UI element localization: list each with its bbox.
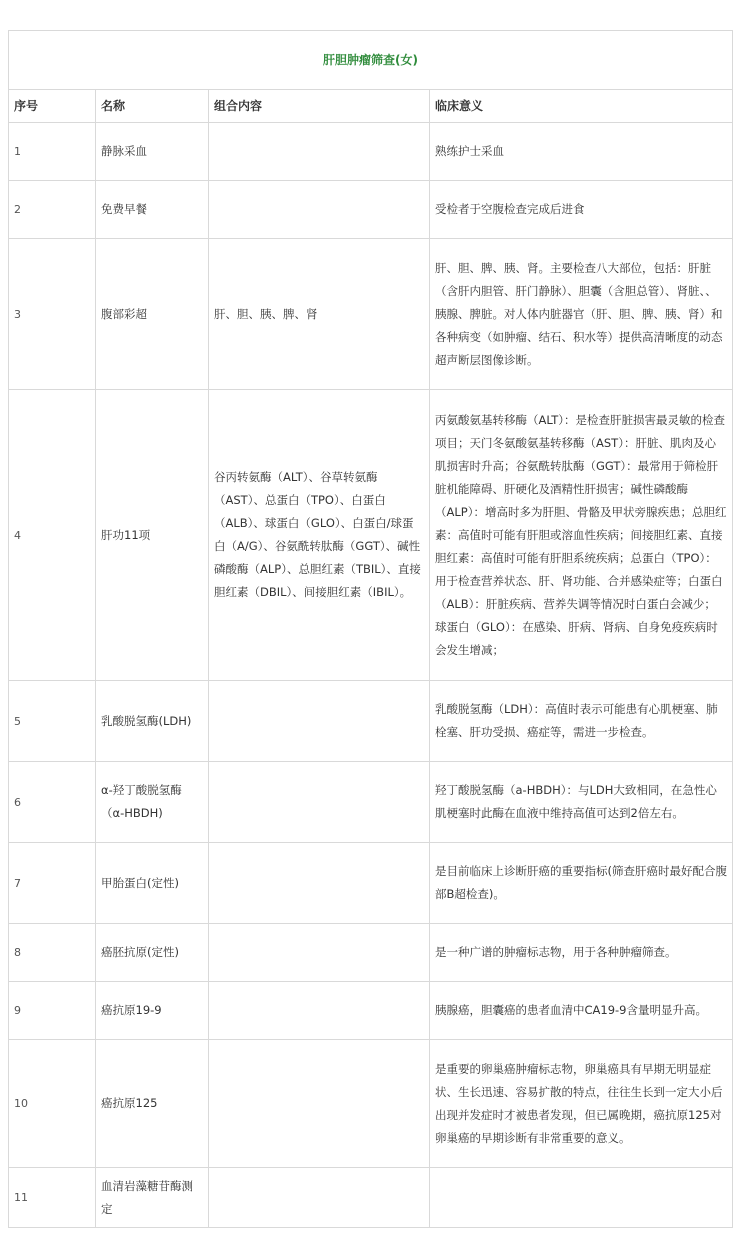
row-content: 谷丙转氨酶（ALT）、谷草转氨酶（AST）、总蛋白（TPO）、白蛋白（ALB）、球蛋白（GLO）、白蛋白/球蛋白（A/G）、谷氨酰转肽酶（GGT）、碱性磷酸酶（ALP）、总胆红素（TBIL）、直接胆红素（DBIL）、间接胆红素（IBIL）。 <box>209 390 430 681</box>
table-row <box>9 390 733 681</box>
screening-table <box>8 30 733 1228</box>
table-title: 肝胆肿瘤筛查(女) <box>9 31 733 90</box>
row-meaning: 肝、胆、脾、胰、肾。主要检查八大部位，包括：肝脏（含肝内胆管、肝门静脉）、胆囊（含胆总管）、肾脏、、胰腺、脾脏。对人体内脏器官（肝、胆、脾、胰、肾）和各种病变（如肿瘤、结石、积水等）提供高清晰度的动态超声断层图像诊断。 <box>430 239 733 390</box>
row-meaning: 乳酸脱氢酶（LDH）：高值时表示可能患有心肌梗塞、肺栓塞、肝功受损、癌症等，需进一步检查。 <box>430 681 733 762</box>
row-content <box>209 843 430 924</box>
row-index: 2 <box>9 181 96 239</box>
row-name: 乳酸脱氢酶(LDH) <box>96 681 209 762</box>
row-meaning: 丙氨酸氨基转移酶（ALT）：是检查肝脏损害最灵敏的检查项目；天门冬氨酸氨基转移酶（AST）：肝脏、肌肉及心肌损害时升高；谷氨酰转肽酶（GGT）：最常用于筛检肝脏机能障碍、肝硬化及酒精性肝损害；碱性磷酸酶（ALP）：增高时多为肝胆、骨骼及甲状旁腺疾患；总胆红素：高值时可能有肝胆或溶血性疾病；间接胆红素、直接胆红素：高值时可能有肝胆系统疾病；总蛋白（TPO）：用于检查营养状态、肝、肾功能、合并感染症等；白蛋白（ALB）：肝脏疾病、营养失调等情况时白蛋白会减少；球蛋白（GLO）：在感染、肝病、肾病、自身免疫疾病时会发生增减； <box>430 390 733 681</box>
row-name: 癌胚抗原(定性) <box>96 924 209 982</box>
row-content <box>209 762 430 843</box>
row-index: 7 <box>9 843 96 924</box>
row-name: 甲胎蛋白(定性) <box>96 843 209 924</box>
row-name: 腹部彩超 <box>96 239 209 390</box>
row-name: α-羟丁酸脱氢酶（α-HBDH) <box>96 762 209 843</box>
row-content <box>209 1040 430 1168</box>
table-row <box>9 1040 733 1168</box>
header-index: 序号 <box>9 90 96 123</box>
row-meaning: 熟练护士采血 <box>430 123 733 181</box>
table-row <box>9 762 733 843</box>
row-meaning: 是重要的卵巢癌肿瘤标志物，卵巢癌具有早期无明显症状、生长迅速、容易扩散的特点，往往生长到一定大小后出现并发症时才被患者发现，但已属晚期，癌抗原125对卵巢癌的早期诊断有非常重要的意义。 <box>430 1040 733 1168</box>
header-name: 名称 <box>96 90 209 123</box>
table-row <box>9 123 733 181</box>
table-row <box>9 982 733 1040</box>
table-row <box>9 924 733 982</box>
row-content <box>209 982 430 1040</box>
row-meaning: 羟丁酸脱氢酶（a-HBDH）：与LDH大致相同，在急性心肌梗塞时此酶在血液中维持高值可达到2倍左右。 <box>430 762 733 843</box>
title-row <box>9 31 733 90</box>
screening-table-container <box>8 30 733 1228</box>
row-meaning: 胰腺癌，胆囊癌的患者血清中CA19-9含量明显升高。 <box>430 982 733 1040</box>
row-meaning: 是目前临床上诊断肝癌的重要指标(筛查肝癌时最好配合腹部B超检查)。 <box>430 843 733 924</box>
row-index: 10 <box>9 1040 96 1168</box>
row-index: 3 <box>9 239 96 390</box>
header-content: 组合内容 <box>209 90 430 123</box>
row-content <box>209 924 430 982</box>
row-index: 8 <box>9 924 96 982</box>
row-meaning <box>430 1168 733 1228</box>
row-content <box>209 1168 430 1228</box>
row-index: 6 <box>9 762 96 843</box>
row-name: 癌抗原125 <box>96 1040 209 1168</box>
table-row <box>9 843 733 924</box>
row-name: 肝功11项 <box>96 390 209 681</box>
row-name: 静脉采血 <box>96 123 209 181</box>
table-row <box>9 1168 733 1228</box>
row-index: 5 <box>9 681 96 762</box>
row-meaning: 受检者于空腹检查完成后进食 <box>430 181 733 239</box>
header-row <box>9 90 733 123</box>
table-row <box>9 181 733 239</box>
row-content: 肝、胆、胰、脾、肾 <box>209 239 430 390</box>
row-content <box>209 181 430 239</box>
row-index: 9 <box>9 982 96 1040</box>
table-row <box>9 681 733 762</box>
header-meaning: 临床意义 <box>430 90 733 123</box>
row-name: 免费早餐 <box>96 181 209 239</box>
row-index: 1 <box>9 123 96 181</box>
table-row <box>9 239 733 390</box>
row-index: 4 <box>9 390 96 681</box>
row-name: 癌抗原19-9 <box>96 982 209 1040</box>
row-name: 血清岩藻糖苷酶测定 <box>96 1168 209 1228</box>
row-index: 11 <box>9 1168 96 1228</box>
row-content <box>209 681 430 762</box>
row-meaning: 是一种广谱的肿瘤标志物，用于各种肿瘤筛查。 <box>430 924 733 982</box>
row-content <box>209 123 430 181</box>
